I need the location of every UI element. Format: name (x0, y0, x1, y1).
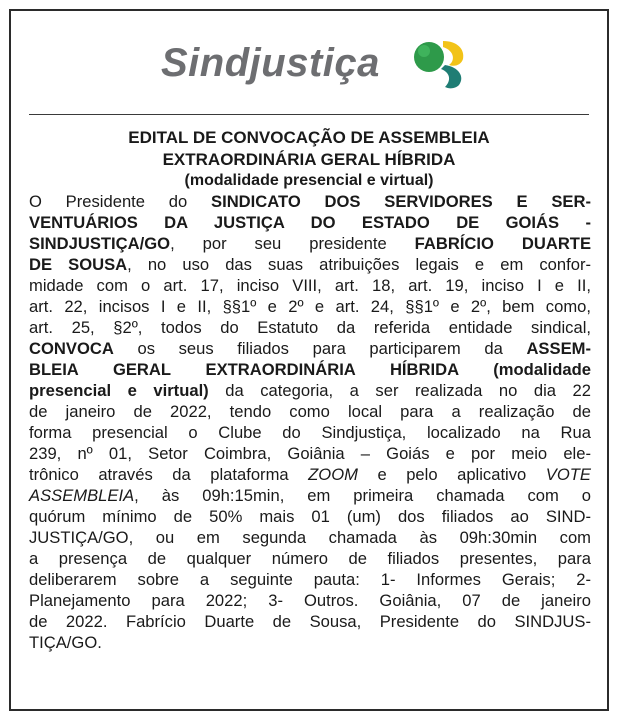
platform-name: ZOOM (308, 465, 358, 484)
title-line-2: EXTRAORDINÁRIA GERAL HÍBRIDA (162, 150, 456, 169)
president-surname: DE SOUSA (29, 255, 128, 274)
app-name: ASSEMBLEIA (29, 486, 135, 505)
body-line (29, 359, 591, 380)
body-text: da categoria, a ser realizada no dia 22 (208, 381, 591, 400)
body-line (29, 191, 591, 212)
body-line: art. 25, §2º, todos do Estatuto da referida entidade sindical, (29, 318, 591, 337)
convoca-word: CONVOCA (29, 339, 114, 358)
notice-title (29, 127, 589, 191)
body-text: , às 09h:15min, em primeira chamada com o (134, 486, 591, 505)
title-line-3: (modalidade presencial e virtual) (184, 172, 434, 189)
body-line: de 2022. Fabrício Duarte de Sousa, Presidente do SINDJUS- (29, 612, 591, 631)
body-text: os seus filiados para participarem da (113, 339, 527, 358)
body-line: quórum mínimo de 50% mais 01 (um) dos filiados ao SIND- (29, 507, 591, 526)
notice-frame (9, 9, 609, 711)
body-line (29, 380, 591, 401)
body-line: a presença de qualquer número de filiados presentes, para (29, 549, 591, 568)
body-text: , por seu presidente (170, 234, 415, 253)
body-line (29, 338, 591, 359)
body-line (29, 254, 591, 275)
assembly-name: BLEIA GERAL EXTRAORDINÁRIA HÍBRIDA (29, 360, 459, 379)
body-line: VENTUÁRIOS DA JUSTIÇA DO ESTADO DE GOIÁS - (29, 213, 591, 232)
sindjustica-logo (161, 33, 491, 103)
body-line: de janeiro de 2022, tendo como local para a realização de (29, 402, 591, 421)
body-line: Planejamento para 2022; 3- Outros. Goiânia, 07 de janeiro (29, 591, 591, 610)
assembly-name: ASSEM- (526, 339, 591, 358)
president-name: FABRÍCIO DUARTE (414, 234, 592, 253)
union-acronym: SINDJUSTIÇA/GO (29, 234, 171, 253)
body-text: , no uso das suas atribuições legais e em confor- (127, 255, 591, 274)
body-line (29, 233, 591, 254)
notice-body (29, 191, 591, 653)
body-line: TIÇA/GO. (29, 633, 102, 652)
body-text: e pelo aplicativo (357, 465, 546, 484)
logo-dot-highlight (418, 45, 430, 57)
body-line (29, 464, 591, 485)
body-line: 239, nº 01, Setor Coimbra, Goiânia – Goiás e por meio ele- (29, 444, 591, 463)
body-text: O Presidente do (29, 192, 212, 211)
logo-arc-yellow (443, 41, 463, 66)
logo-dot-large (414, 42, 444, 72)
logo-mark-icon (409, 35, 479, 91)
app-name: VOTE (545, 465, 591, 484)
body-line: art. 22, incisos I e II, §§1º e 2º e art. 24, §§1º e 2º, bem como, (29, 297, 591, 316)
assembly-modality: presencial e virtual) (29, 381, 209, 400)
body-line: JUSTIÇA/GO, ou em segunda chamada às 09h:30min com (29, 528, 591, 547)
body-line: midade com o art. 17, inciso VIII, art. 18, art. 19, inciso I e II, (29, 276, 591, 295)
body-line: deliberarem sobre a seguinte pauta: 1- Informes Gerais; 2- (29, 570, 591, 589)
header-divider (29, 114, 589, 115)
assembly-modality: (modalidade (458, 360, 592, 379)
union-name: SINDICATO DOS SERVIDORES E SER- (211, 192, 592, 211)
body-line (29, 485, 591, 506)
body-line: forma presencial o Clube do Sindjustiça, localizado na Rua (29, 423, 591, 442)
logo-arc-teal (441, 65, 461, 88)
title-line-1: EDITAL DE CONVOCAÇÃO DE ASSEMBLEIA (128, 128, 490, 147)
body-text: trônico através da plataforma (29, 465, 309, 484)
logo-wordmark: Sindjustiça (161, 41, 380, 85)
